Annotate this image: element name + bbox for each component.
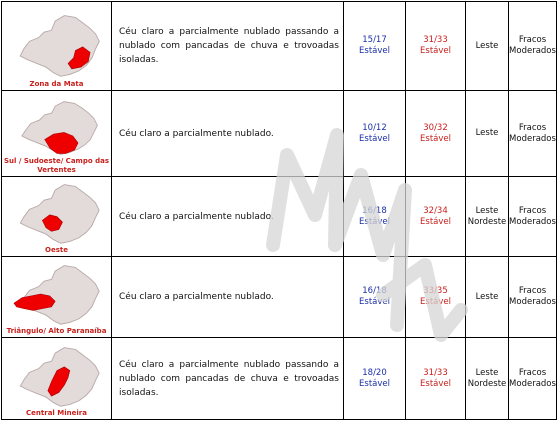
max-temperature: 31/33 [423, 367, 448, 378]
min-temperature-trend: Estável [359, 297, 390, 307]
min-temperature-trend: Estável [359, 133, 390, 144]
wind-speed-line-2: Moderados [509, 46, 556, 56]
region-name: Triângulo/ Alto Paranaíba [6, 327, 107, 335]
forecast-description: Céu claro a parcialmente nublado passando a nublado com pancadas de chuva e trovoadas isoladas. [112, 2, 344, 91]
max-temperature: 32/34 [423, 205, 448, 216]
max-temperature-cell [406, 2, 466, 91]
wind-direction: Leste Nordeste [466, 338, 509, 420]
max-temperature: 31/33 [423, 35, 448, 45]
wind-speed-cell [509, 257, 557, 338]
table-row [2, 257, 557, 338]
max-temperature-trend: Estável [420, 297, 451, 307]
sul-sudoeste-map-image [13, 99, 101, 157]
wind-speed-cell [509, 2, 557, 91]
region-name: Sul / Sudoeste/ Campo das Vertentes [3, 157, 109, 174]
forecast-description: Céu claro a parcialmente nublado. [112, 257, 344, 338]
region-map-cell [2, 338, 112, 420]
wind-direction: Leste [466, 2, 509, 91]
max-temperature-cell [406, 257, 466, 338]
max-temperature-cell [406, 177, 466, 257]
min-temperature-trend: Estável [359, 216, 390, 227]
min-temperature: 16/18 [362, 205, 387, 216]
wind-direction: Leste [466, 257, 509, 338]
min-temperature-cell [344, 91, 406, 177]
region-map-cell [2, 257, 112, 338]
table-row [2, 177, 557, 257]
wind-speed-cell [509, 91, 557, 177]
wind-speed-line-2: Moderados [509, 216, 556, 227]
max-temperature-trend: Estável [420, 133, 451, 144]
wind-speed-line-1: Fracos [518, 205, 547, 216]
max-temperature-cell [406, 338, 466, 420]
table-row [2, 338, 557, 420]
wind-speed-line-2: Moderados [509, 297, 556, 307]
wind-speed-line-2: Moderados [509, 378, 556, 389]
wind-speed-cell [509, 177, 557, 257]
min-temperature-cell [344, 338, 406, 420]
max-temperature-trend: Estável [420, 216, 451, 227]
forecast-table [1, 1, 557, 420]
table-row [2, 2, 557, 91]
wind-speed-line-2: Moderados [509, 133, 556, 144]
min-temperature: 10/12 [362, 122, 387, 133]
wind-speed-line-1: Fracos [518, 286, 547, 296]
zona-da-mata-map-image [11, 10, 103, 80]
max-temperature: 33/35 [423, 286, 448, 296]
wind-speed-line-1: Fracos [518, 367, 547, 378]
min-temperature-cell [344, 2, 406, 91]
triangulo-map-image [11, 261, 103, 327]
central-mineira-map-image [11, 343, 103, 409]
region-map-cell [2, 177, 112, 257]
region-name: Zona da Mata [29, 80, 84, 88]
min-temperature: 15/17 [362, 35, 387, 45]
table-row [2, 91, 557, 177]
min-temperature-trend: Estável [359, 378, 390, 389]
region-map-cell [2, 2, 112, 91]
oeste-map-image [11, 180, 103, 246]
region-name: Oeste [45, 246, 68, 254]
min-temperature-cell [344, 257, 406, 338]
max-temperature-cell [406, 91, 466, 177]
wind-speed-line-1: Fracos [518, 122, 547, 133]
min-temperature: 18/20 [362, 367, 387, 378]
forecast-description: Céu claro a parcialmente nublado. [112, 91, 344, 177]
max-temperature: 30/32 [423, 122, 448, 133]
max-temperature-trend: Estável [420, 378, 451, 389]
min-temperature-cell [344, 177, 406, 257]
forecast-description: Céu claro a parcialmente nublado passando a nublado com pancadas de chuva e trovoadas isoladas. [112, 338, 344, 420]
wind-direction: Leste [466, 91, 509, 177]
forecast-description: Céu claro a parcialmente nublado. [112, 177, 344, 257]
region-map-cell [2, 91, 112, 177]
min-temperature-trend: Estável [359, 46, 390, 56]
min-temperature: 16/18 [362, 286, 387, 296]
wind-speed-cell [509, 338, 557, 420]
region-name: Central Mineira [26, 409, 87, 417]
wind-speed-line-1: Fracos [518, 35, 547, 45]
wind-direction: Leste Nordeste [466, 177, 509, 257]
max-temperature-trend: Estável [420, 46, 451, 56]
